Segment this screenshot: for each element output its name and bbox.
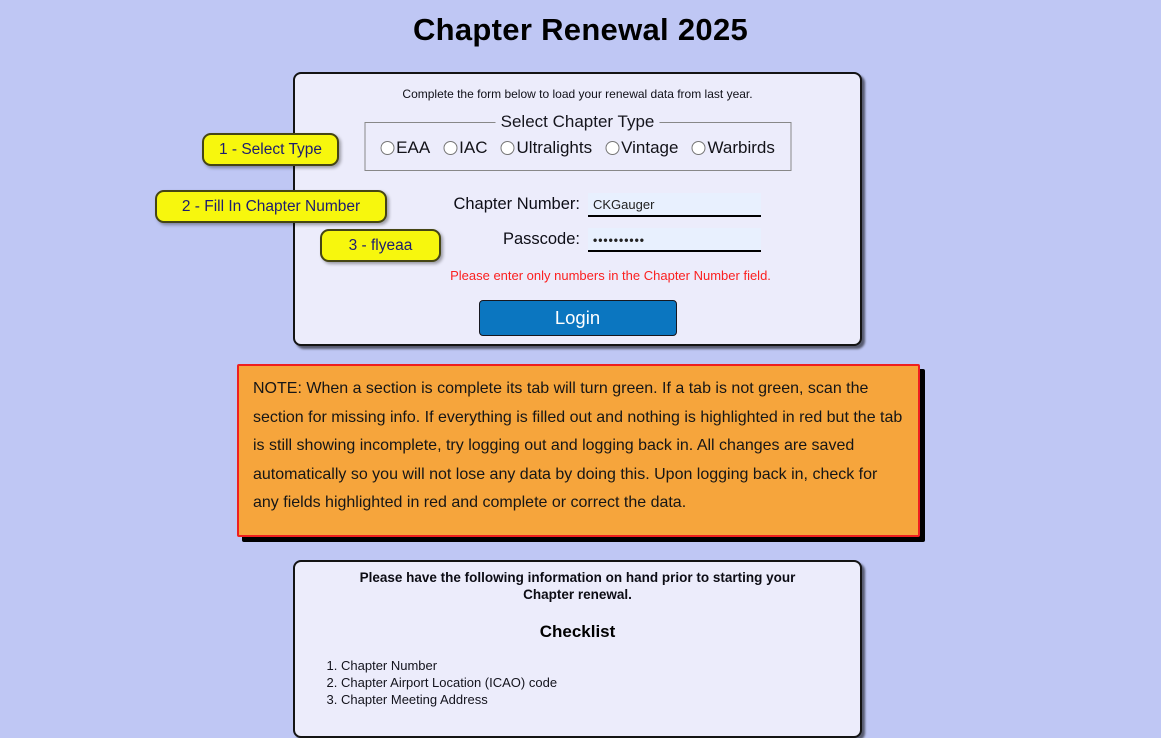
checklist-item: 2. Chapter Airport Location (ICAO) code xyxy=(341,674,860,691)
chapter-type-option-ultralights-label: Ultralights xyxy=(516,138,593,157)
passcode-input[interactable] xyxy=(588,228,761,252)
form-instructions: Complete the form below to load your renewal data from last year. xyxy=(402,87,753,101)
chapter-type-option-warbirds-label: Warbirds xyxy=(707,138,775,157)
chapter-type-option-eaa-label: EAA xyxy=(396,138,431,157)
chapter-type-options xyxy=(373,138,782,158)
chapter-type-legend: Select Chapter Type xyxy=(500,112,655,131)
step-label-passcode: 3 - flyeaa xyxy=(320,229,441,262)
chapter-type-radio-ultralights[interactable] xyxy=(501,141,515,155)
chapter-type-fieldset xyxy=(364,112,791,171)
chapter-type-option-ultralights[interactable] xyxy=(501,138,593,158)
chapter-number-label: Chapter Number: xyxy=(453,195,580,213)
note-box: NOTE: When a section is complete its tab will turn green. If a tab is not green, scan the section for missing info. If everything is filled out and nothing is highlighted in red but the tab is still showing incomplete, try logging out and logging back in. All changes are saved automatically so you will not lose any data by doing this. Upon logging back in, check for any fields highlighted in red and complete or correct the data. xyxy=(237,364,920,537)
checklist-heading: Checklist xyxy=(539,622,616,641)
chapter-type-option-eaa[interactable] xyxy=(380,138,430,158)
chapter-type-radio-vintage[interactable] xyxy=(605,141,619,155)
chapter-type-radio-warbirds[interactable] xyxy=(691,141,705,155)
step-label-chapter-number: 2 - Fill In Chapter Number xyxy=(155,190,387,223)
chapter-type-option-iac-label: IAC xyxy=(459,138,488,157)
chapter-type-option-iac[interactable] xyxy=(443,138,487,158)
page-title: Chapter Renewal 2025 xyxy=(412,12,749,47)
checklist-item: 3. Chapter Meeting Address xyxy=(341,691,860,708)
login-button[interactable]: Login xyxy=(479,300,677,336)
chapter-type-radio-eaa[interactable] xyxy=(380,141,394,155)
step-label-select-type: 1 - Select Type xyxy=(202,133,339,166)
chapter-number-input[interactable] xyxy=(588,193,761,217)
chapter-type-option-vintage[interactable] xyxy=(605,138,678,158)
validation-message: Please enter only numbers in the Chapter Number field. xyxy=(450,268,771,283)
chapter-type-option-vintage-label: Vintage xyxy=(621,138,679,157)
checklist-items xyxy=(325,657,860,708)
checklist-item: 1. Chapter Number xyxy=(341,657,860,674)
checklist-panel xyxy=(293,560,862,738)
passcode-label: Passcode: xyxy=(502,230,580,248)
checklist-intro: Please have the following information on hand prior to starting your Chapter renewal. xyxy=(359,570,796,602)
chapter-type-radio-iac[interactable] xyxy=(443,141,457,155)
chapter-type-option-warbirds[interactable] xyxy=(691,138,774,158)
